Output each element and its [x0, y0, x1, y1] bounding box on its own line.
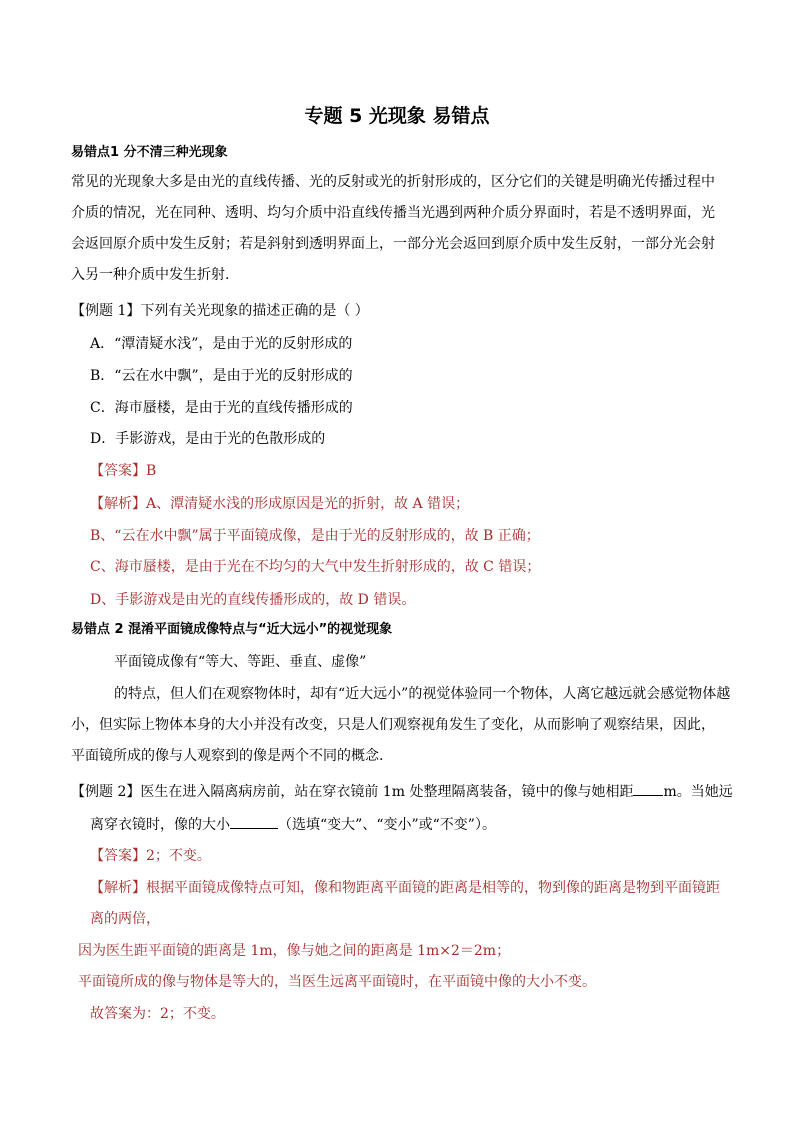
example-1-answer: 【答案】B — [90, 463, 157, 479]
analysis-line: 因为医生距平面镜的距离是 1m，像与她之间的距离是 1m×2＝2m； — [78, 943, 511, 959]
paragraph-line: 入另一种介质中发生折射. — [71, 267, 230, 283]
paragraph-line: 平面镜成像有“等大、等距、垂直、虚像” — [114, 654, 367, 670]
question-text: m。当她远 — [663, 784, 733, 800]
example-2-answer: 【答案】2；不变。 — [90, 848, 211, 864]
paragraph-line: 小，但实际上物体本身的大小并没有改变，只是人们观察视角发生了变化，从而影响了观察结果，因此， — [71, 717, 715, 733]
analysis-line: B、“云在水中飘”属于平面镜成像，是由于光的反射形成的，故 B 正确； — [90, 528, 540, 544]
option-c: C．海市蜃楼，是由于光的直线传播形成的 — [90, 400, 353, 416]
analysis-line: 【解析】A、潭清疑水浅的形成原因是光的折射，故 A 错误； — [90, 496, 470, 512]
analysis-line: 平面镜所成的像与物体是等大的，当医生远离平面镜时，在平面镜中像的大小不变。 — [78, 974, 596, 990]
paragraph-line: 介质的情况，光在同种、透明、均匀介质中沿直线传播当光遇到两种介质分界面时，若是不透明界面，光 — [71, 205, 715, 221]
answer-blank-2 — [230, 814, 278, 829]
section-heading-1: 易错点1 分不清三种光现象 — [71, 145, 228, 160]
analysis-line: 【解析】根据平面镜成像特点可知，像和物距离平面镜的距离是相等的，物到像的距离是物到平面镜距 — [90, 880, 720, 896]
analysis-line: 离的两倍， — [90, 911, 160, 927]
analysis-line: D、手影游戏是由光的直线传播形成的，故 D 错误。 — [90, 592, 416, 608]
paragraph-line: 的特点，但人们在观察物体时，却有“近大远小”的视觉体验同一个物体，人离它越远就会感觉物体越 — [114, 686, 731, 702]
option-d: D．手影游戏，是由于光的色散形成的 — [90, 431, 326, 447]
paragraph-line: 平面镜所成的像与人观察到的像是两个不同的概念. — [71, 748, 384, 764]
example-1-question: 【例题 1】下列有关光现象的描述正确的是（ ） — [71, 303, 369, 319]
example-2-question-line-1 — [71, 781, 733, 802]
question-text: （选填“变大”、“变小”或“不变”）。 — [278, 817, 496, 833]
analysis-line: 故答案为：2；不变。 — [90, 1006, 225, 1022]
option-a: A．“潭清疑水浅”，是由于光的反射形成的 — [90, 336, 353, 352]
section-heading-2: 易错点 2 混淆平面镜成像特点与“近大远小”的视觉现象 — [71, 622, 393, 637]
example-2-question-line-2 — [90, 814, 496, 835]
analysis-line: C、海市蜃楼，是由于光在不均匀的大气中发生折射形成的，故 C 错误； — [90, 559, 541, 575]
paragraph-line: 会返回原介质中发生反射；若是斜射到透明界面上，一部分光会返回到原介质中发生反射，一部分光会射 — [71, 236, 715, 252]
answer-blank-1 — [633, 781, 663, 796]
page-title: 专题 5 光现象 易错点 — [304, 105, 490, 127]
question-text: 离穿衣镜时，像的大小 — [90, 817, 230, 833]
option-b: B．“云在水中飘”，是由于光的反射形成的 — [90, 368, 353, 384]
paragraph-line: 常见的光现象大多是由光的直线传播、光的反射或光的折射形成的，区分它们的关键是明确光传播过程中 — [71, 174, 715, 190]
question-text: 【例题 2】医生在进入隔离病房前，站在穿衣镜前 1m 处整理隔离装备，镜中的像与她相距 — [71, 784, 634, 800]
